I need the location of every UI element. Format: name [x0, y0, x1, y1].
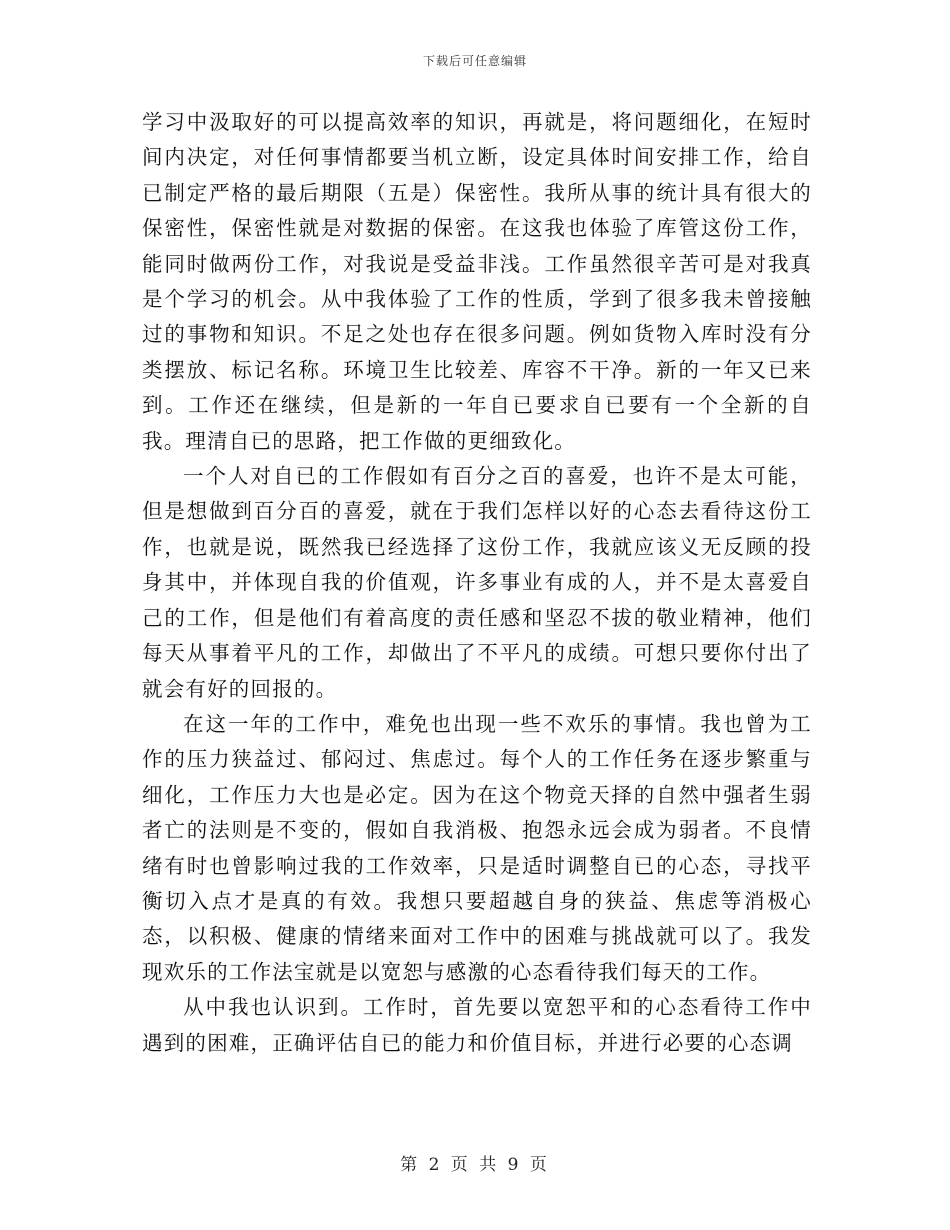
- body-paragraph-1: 学习中汲取好的可以提高效率的知识，再就是，将问题细化，在短时间内决定，对任何事情都要当机立断，设定具体时间安排工作，给自已制定严格的最后期限（五是）保密性。我所从事的统计具有很大的保密性，保密性就是对数据的保密。在这我也体验了库管这份工作，能同时做两份工作，对我说是受益非浅。工作虽然很辛苦可是对我真是个学习的机会。从中我体验了工作的性质，学到了很多我未曾接触过的事物和知识。不足之处也存在很多问题。例如货物入库时没有分类摆放、标记名称。环境卫生比较差、库容不干净。新的一年又已来到。工作还在继续，但是新的一年自已要求自已要有一个全新的自我。理清自已的思路，把工作做的更细致化。: [142, 110, 812, 453]
- body-paragraph-2: 一个人对自已的工作假如有百分之百的喜爱，也许不是太可能，但是想做到百分百的喜爱，就在于我们怎样以好的心态去看待这份工作，也就是说，既然我已经选择了这份工作，我就应该义无反顾的投身其中，并体现自我的价值观，许多事业有成的人，并不是太喜爱自己的工作，但是他们有着高度的责任感和坚忍不拔的敬业精神，他们每天从事着平凡的工作，却做出了不平凡的成绩。可想只要你付出了就会有好的回报的。: [142, 464, 812, 701]
- page-number-footer: 第 2 页 共 9 页: [400, 1155, 550, 1175]
- body-paragraph-3: 在这一年的工作中，难免也出现一些不欢乐的事情。我也曾为工作的压力狭益过、郁闷过、焦虑过。每个人的工作任务在逐步繁重与细化，工作压力大也是必定。因为在这个物竞天择的自然中强者生弱者亡的法则是不变的，假如自我消极、抱怨永远会成为弱者。不良情绪有时也曾影响过我的工作效率，只是适时调整自已的心态，寻找平衡切入点才是真的有效。我想只要超越自身的狭益、焦虑等消极心态，以积极、健康的情绪来面对工作中的困难与挑战就可以了。我发现欢乐的工作法宝就是以宽恕与感激的心态看待我们每天的工作。: [142, 711, 812, 984]
- document-body: [142, 105, 812, 1061]
- page-header-note: 下载后可任意编辑: [422, 54, 527, 68]
- body-paragraph-4: 从中我也认识到。工作时，首先要以宽恕平和的心态看待工作中遇到的困难，正确评估自已的能力和价值目标，并进行必要的心态调: [142, 995, 812, 1055]
